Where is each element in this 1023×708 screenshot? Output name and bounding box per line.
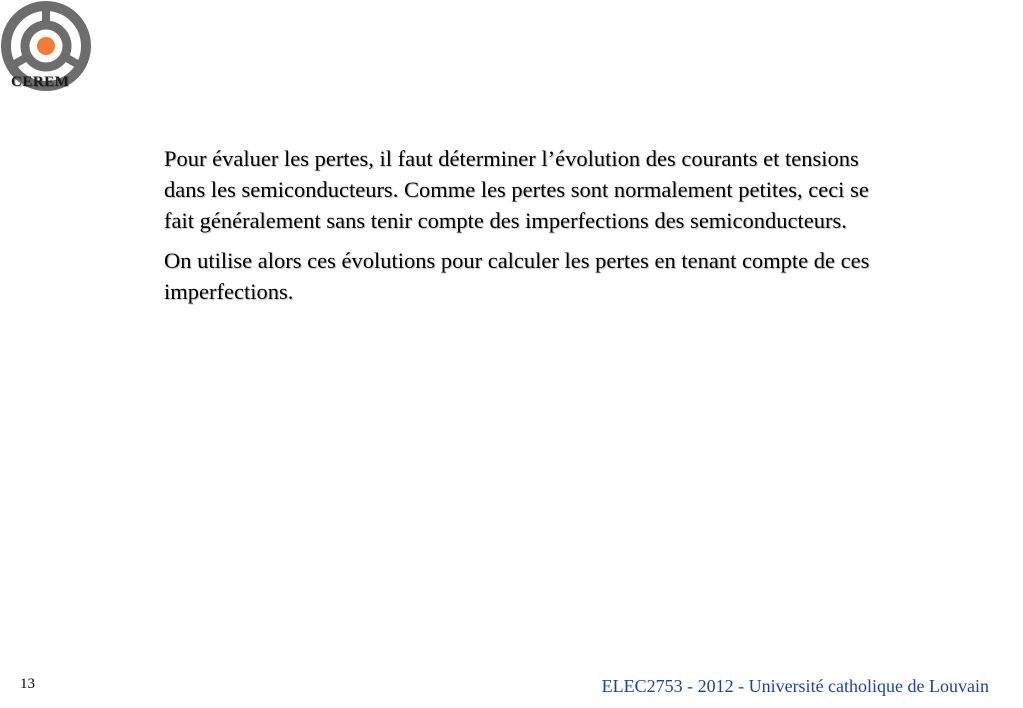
page-number: 13 [20, 676, 35, 692]
footer-course-text: ELEC2753 - 2012 - Université catholique de Louvain [601, 676, 989, 696]
body-paragraph-1: Pour évaluer les pertes, il faut déterminer l’évolution des courants et tensions dans les semiconducteurs. Comme les pertes sont normalement petites, ceci se fait généralement sans tenir compte des imperfections des semiconducteurs. [164, 146, 869, 233]
logo-text: CEREM [11, 74, 70, 90]
body-paragraph-2: On utilise alors ces évolutions pour calculer les pertes en tenant compte de ces imperfections. [164, 248, 870, 304]
cerem-logo [0, 0, 96, 96]
slide-body [164, 143, 894, 316]
